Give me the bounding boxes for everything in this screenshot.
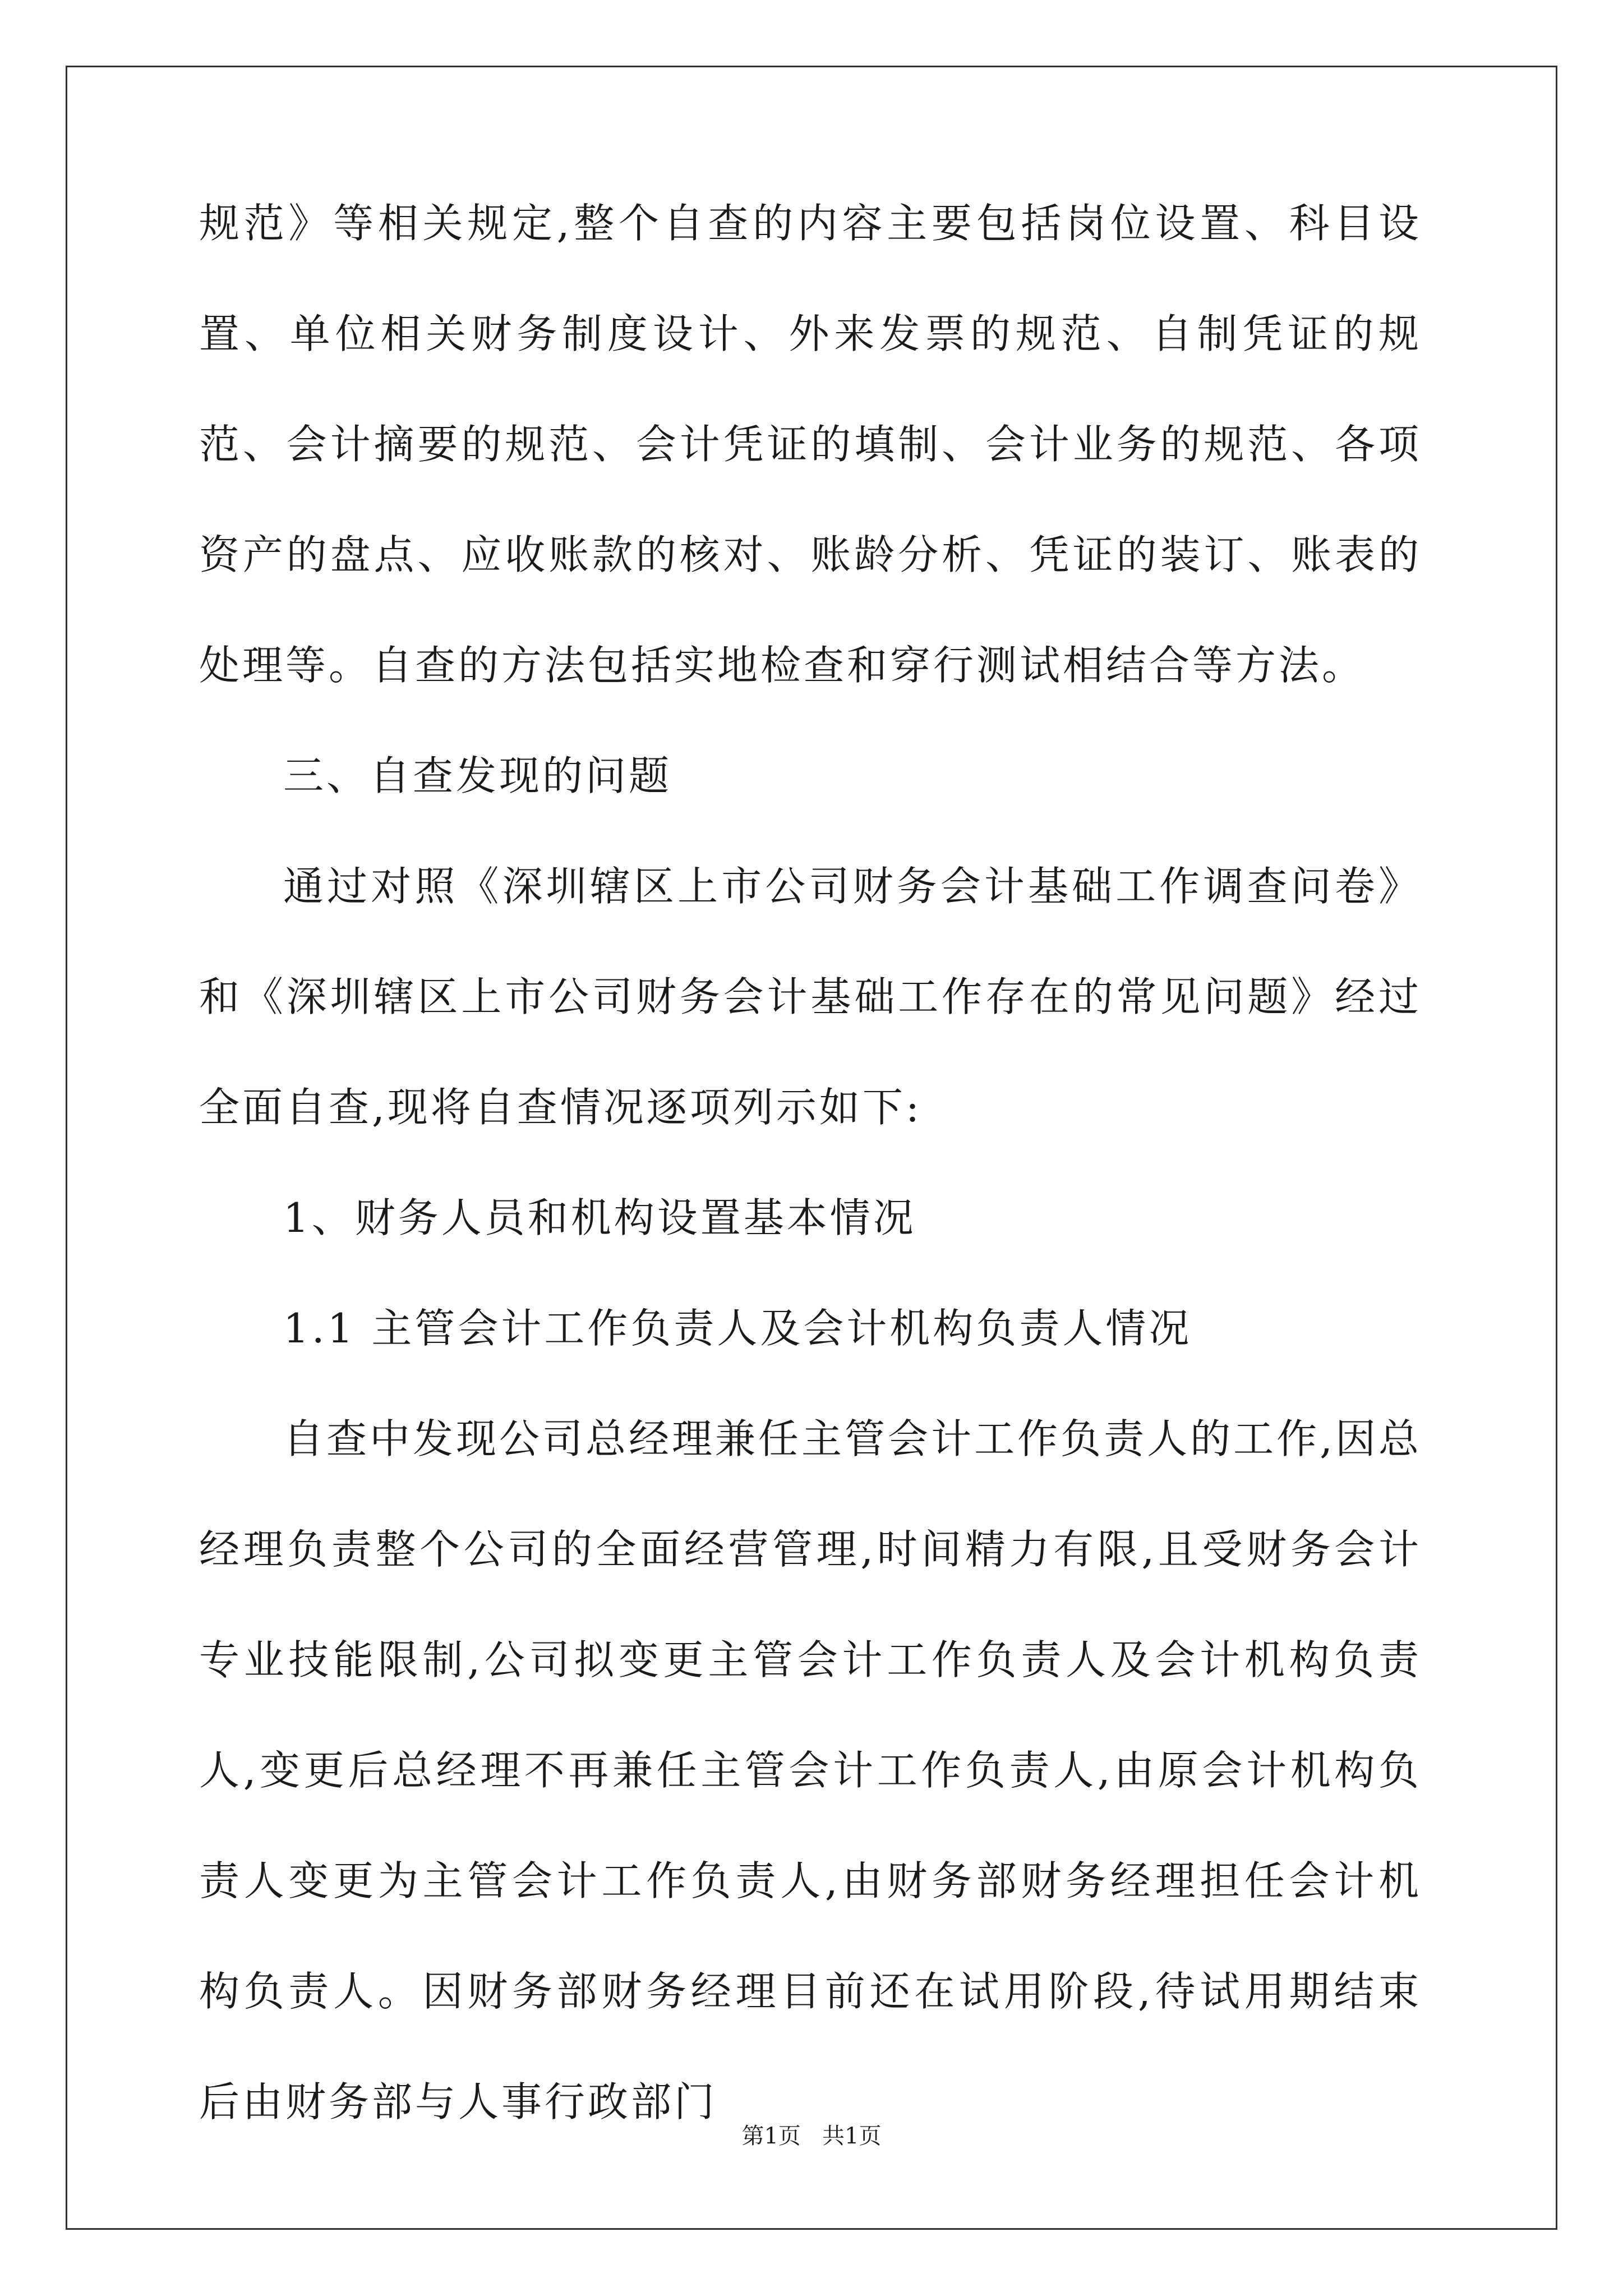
subsection-heading-1-1: 1.1 主管会计工作负责人及会计机构负责人情况 bbox=[283, 1305, 1192, 1352]
section-heading-3: 三、自查发现的问题 bbox=[283, 752, 672, 799]
page-number-footer: 第1页 共1页 bbox=[741, 2123, 882, 2149]
paragraph-3: 自查中发现公司总经理兼任主管会计工作负责人的工作,因总经理负责整个公司的全面经营管理,时间精力有限,且受财务会计专业技能限制,公司拟变更主管会计工作负责人及会计机构负责人,变更后总经理不再兼任主管会计工作负责人,由原会计机构负责人变更为主管会计工作负责人,由财务部财务经理担任会计机构负责人。因财务部财务经理目前还在试用阶段,待试用期结束后由财务部与人事行政部门 bbox=[199, 1415, 1422, 2125]
paragraph-1: 规范》等相关规定,整个自查的内容主要包括岗位设置、科目设置、单位相关财务制度设计、外来发票的规范、自制凭证的规范、会计摘要的规范、会计凭证的填制、会计业务的规范、各项资产的盘点、应收账款的核对、账龄分析、凭证的装订、账表的处理等。自查的方法包括实地检查和穿行测试相结合等方法。 bbox=[199, 200, 1422, 689]
paragraph-2: 通过对照《深圳辖区上市公司财务会计基础工作调查问卷》和《深圳辖区上市公司财务会计基础工作存在的常见问题》经过全面自查,现将自查情况逐项列示如下: bbox=[199, 863, 1422, 1131]
document-body bbox=[199, 168, 1422, 2157]
subsection-heading-1: 1、财务人员和机构设置基本情况 bbox=[283, 1194, 916, 1241]
